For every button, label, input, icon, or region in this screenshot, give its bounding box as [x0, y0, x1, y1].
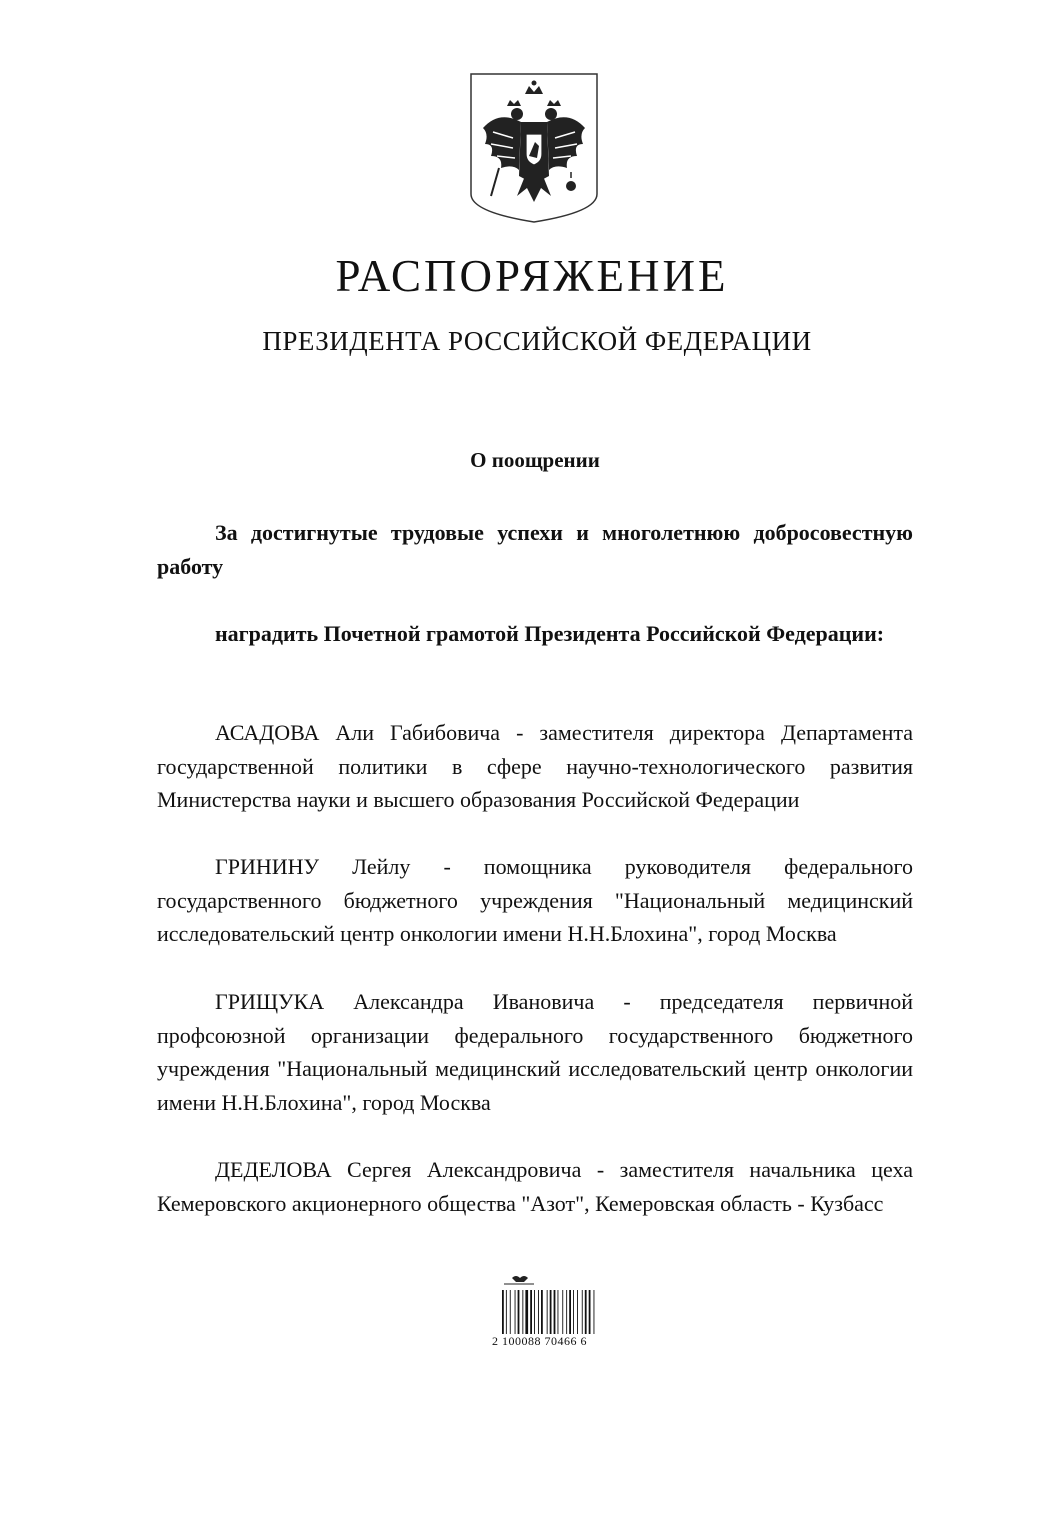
award-paragraph: наградить Почетной грамотой Президента Российской Федерации:: [215, 621, 885, 646]
awardee-entry: ГРИНИНУ Лейлу - помощника руководителя федерального государственного бюджетного учреждения "Национальный медицинский исследовательский центр онкологии имени Н.Н.Блохина", город Москва: [157, 854, 913, 946]
awardee-entry: ДЕДЕЛОВА Сергея Александровича - заместителя начальника цеха Кемеровского акционерного общества "Азот", Кемеровская область - Кузбасс: [157, 1157, 913, 1216]
document-title: РАСПОРЯЖЕНИЕ: [335, 251, 729, 301]
order-heading: О поощрении: [470, 448, 600, 472]
intro-paragraph: За достигнутые трудовые успехи и многолетнюю добросовестную работу: [157, 520, 913, 579]
awardee-entry: АСАДОВА Али Габибовича - заместителя директора Департамента государственной политики в сфере научно-технологического развития Министерства науки и высшего образования Российской Федерации: [157, 720, 913, 812]
document-subtitle: ПРЕЗИДЕНТА РОССИЙСКОЙ ФЕДЕРАЦИИ: [262, 326, 812, 356]
coat-of-arms-emblem: [469, 72, 599, 224]
barcode-number: 2 100088 70466 6: [492, 1334, 587, 1348]
awardee-entry: ГРИЩУКА Александра Ивановича - председателя первичной профсоюзной организации федерального государственного бюджетного учреждения "Национальный медицинский исследовательский центр онкологии имени Н.Н.Блохина", город Москва: [157, 989, 913, 1115]
